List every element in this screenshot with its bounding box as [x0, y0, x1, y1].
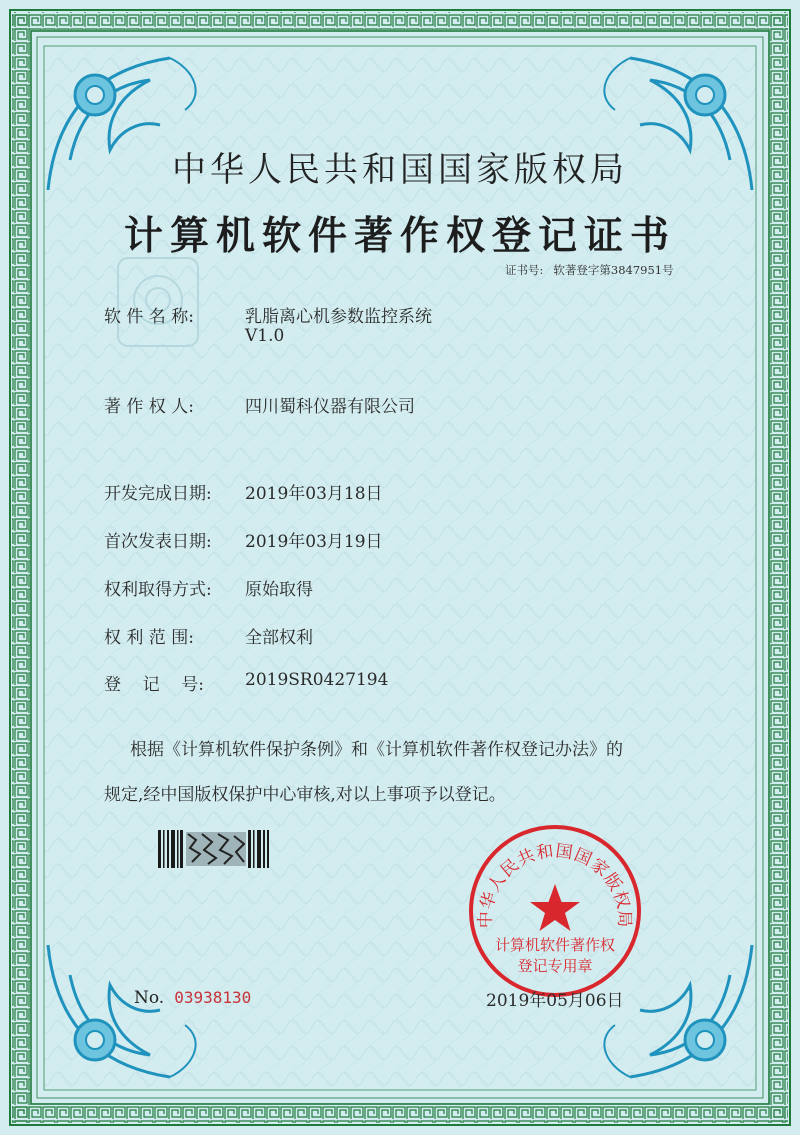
- software-version-value: V1.0: [245, 326, 285, 346]
- development-date-label: 开发完成日期:: [104, 484, 212, 504]
- official-seal: [466, 822, 644, 1000]
- acquisition-method-value: 原始取得: [245, 580, 313, 600]
- issue-date: 2019年05月06日: [486, 991, 624, 1011]
- certificate-number-value: 软著登字第3847951号: [553, 263, 674, 277]
- development-date-value: 2019年03月18日: [245, 484, 383, 504]
- issuer-name: 中华人民共和国国家版权局: [172, 150, 628, 190]
- publish-date-label: 首次发表日期:: [104, 532, 212, 552]
- copyright-owner-label: 著 作 权 人:: [104, 397, 194, 417]
- software-name-label: 软 件 名 称:: [104, 307, 194, 327]
- seal-line-2: 登记专用章: [517, 957, 593, 975]
- registration-number-value: 2019SR0427194: [245, 670, 389, 690]
- legal-text-line-2: 规定,经中国版权保护中心审核,对以上事项予以登记。: [104, 785, 506, 805]
- seal-ring-text: 中华人民共和国国家版权局: [475, 841, 635, 929]
- legal-text-line-1: 根据《计算机软件保护条例》和《计算机软件著作权登记办法》的: [130, 740, 623, 760]
- barcode: [156, 828, 270, 870]
- serial-number: [134, 988, 251, 1008]
- rights-scope-value: 全部权利: [245, 628, 313, 648]
- publish-date-value: 2019年03月19日: [245, 532, 383, 552]
- serial-number-value: 03938130: [174, 988, 252, 1007]
- seal-line-1: 计算机软件著作权: [494, 936, 616, 954]
- certificate-number-label: 证书号:: [505, 263, 544, 277]
- certificate-number: [505, 262, 674, 278]
- certificate-title: 计算机软件著作权登记证书: [123, 213, 676, 259]
- rights-scope-label: 权 利 范 围:: [104, 628, 194, 648]
- acquisition-method-label: 权利取得方式:: [104, 580, 212, 600]
- seal-star-icon: [530, 884, 580, 931]
- registration-number-label: 登 记 号:: [104, 675, 204, 695]
- software-name-value: 乳脂离心机参数监控系统: [245, 307, 432, 327]
- serial-number-label: No.: [134, 988, 165, 1008]
- copyright-owner-value: 四川蜀科仪器有限公司: [245, 397, 415, 417]
